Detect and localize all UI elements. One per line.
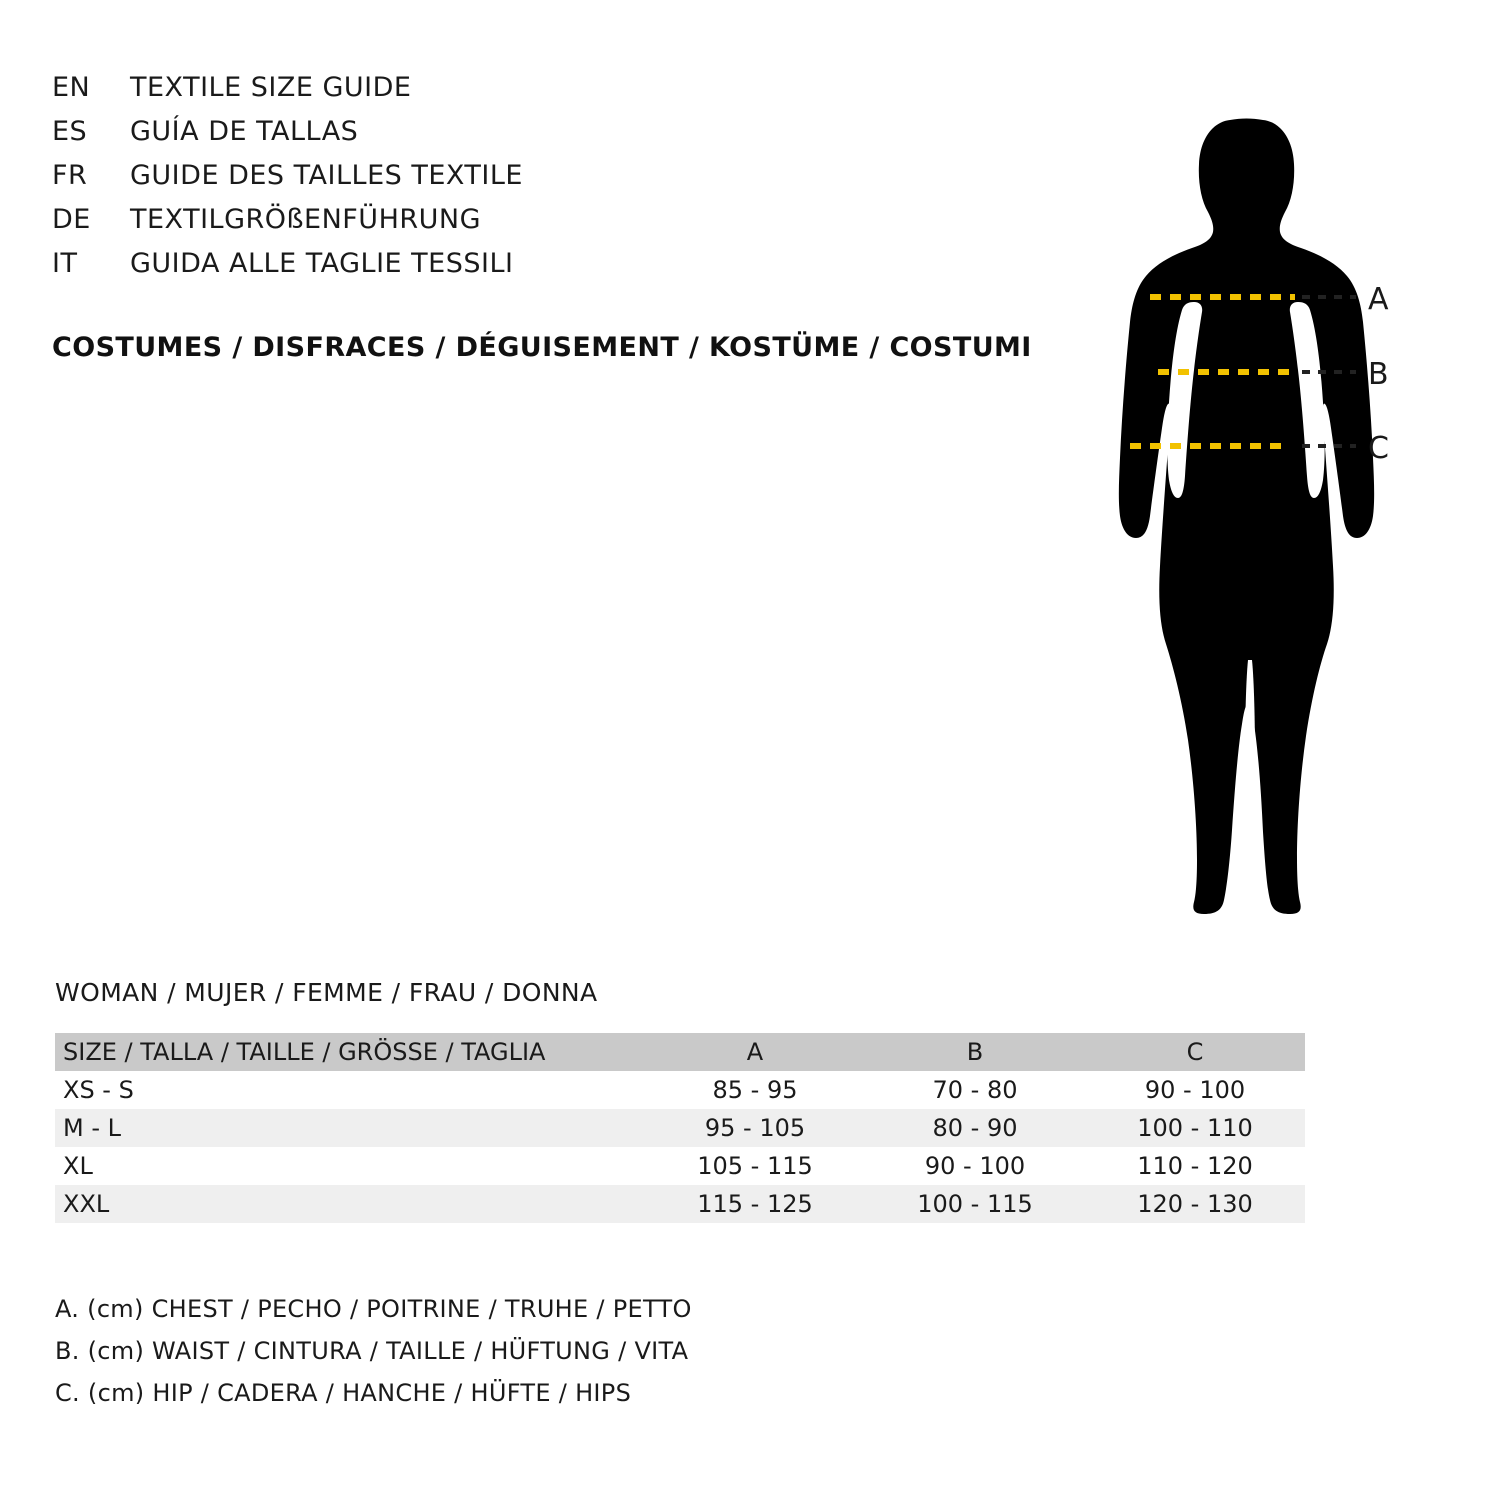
- table-row: [55, 1147, 1305, 1185]
- cell-b: 100 - 115: [917, 1190, 1033, 1218]
- costumes-subtitle: COSTUMES / DISFRACES / DÉGUISEMENT / KOSTÜME / COSTUMI: [52, 332, 1032, 363]
- cell-size: XXL: [63, 1190, 110, 1218]
- cell-size: XS - S: [63, 1076, 134, 1104]
- cell-b: 70 - 80: [932, 1076, 1018, 1104]
- language-row-en: [52, 72, 1032, 116]
- cell-c: 100 - 110: [1137, 1114, 1253, 1142]
- language-row-es: [52, 116, 1032, 160]
- language-text-fr: GUIDE DES TAILLES TEXTILE: [130, 160, 523, 191]
- table-row: [55, 1185, 1305, 1223]
- cell-size: M - L: [63, 1114, 121, 1142]
- legend-line-a: A. (cm) CHEST / PECHO / POITRINE / TRUHE / PETTO: [55, 1295, 692, 1323]
- header-c: C: [1186, 1038, 1204, 1066]
- language-row-it: [52, 248, 1032, 292]
- cell-b: 80 - 90: [932, 1114, 1018, 1142]
- header-a: A: [746, 1038, 764, 1066]
- legend-line-c: C. (cm) HIP / CADERA / HANCHE / HÜFTE / HIPS: [55, 1379, 632, 1407]
- table-row: [55, 1071, 1305, 1109]
- language-text-it: GUIDA ALLE TAGLIE TESSILI: [130, 248, 514, 279]
- language-text-es: GUÍA DE TALLAS: [130, 116, 359, 147]
- language-code-it: IT: [52, 248, 78, 279]
- silhouette-shape: [1119, 119, 1374, 915]
- language-code-de: DE: [52, 204, 91, 235]
- cell-a: 95 - 105: [704, 1114, 806, 1142]
- language-code-fr: FR: [52, 160, 88, 191]
- female-silhouette-figure: [1040, 60, 1460, 940]
- legend-line-b: B. (cm) WAIST / CINTURA / TAILLE / HÜFTUNG / VITA: [55, 1337, 689, 1365]
- language-code-es: ES: [52, 116, 88, 147]
- language-text-en: TEXTILE SIZE GUIDE: [130, 72, 412, 103]
- marker-label-a: A: [1368, 282, 1389, 317]
- cell-a: 115 - 125: [697, 1190, 813, 1218]
- table-body: [55, 1071, 1305, 1223]
- header-b: B: [966, 1038, 984, 1066]
- header-size: SIZE / TALLA / TAILLE / GRÖSSE / TAGLIA: [63, 1038, 546, 1066]
- cell-size: XL: [63, 1152, 93, 1180]
- table-header: [55, 1033, 1305, 1071]
- table-row: [55, 1109, 1305, 1147]
- cell-b: 90 - 100: [924, 1152, 1026, 1180]
- size-table: [55, 1033, 1305, 1223]
- marker-label-c: C: [1368, 431, 1389, 466]
- table-title: WOMAN / MUJER / FEMME / FRAU / DONNA: [55, 978, 598, 1007]
- language-header-block: [52, 72, 1032, 292]
- cell-c: 90 - 100: [1144, 1076, 1246, 1104]
- marker-label-b: B: [1368, 357, 1389, 392]
- language-code-en: EN: [52, 72, 91, 103]
- cell-c: 120 - 130: [1137, 1190, 1253, 1218]
- language-text-de: TEXTILGRÖßENFÜHRUNG: [130, 204, 482, 235]
- language-row-de: [52, 204, 1032, 248]
- cell-a: 85 - 95: [712, 1076, 798, 1104]
- cell-a: 105 - 115: [697, 1152, 813, 1180]
- measurement-legend: [55, 1295, 692, 1421]
- language-row-fr: [52, 160, 1032, 204]
- table-header-row: [55, 1033, 1305, 1071]
- cell-c: 110 - 120: [1137, 1152, 1253, 1180]
